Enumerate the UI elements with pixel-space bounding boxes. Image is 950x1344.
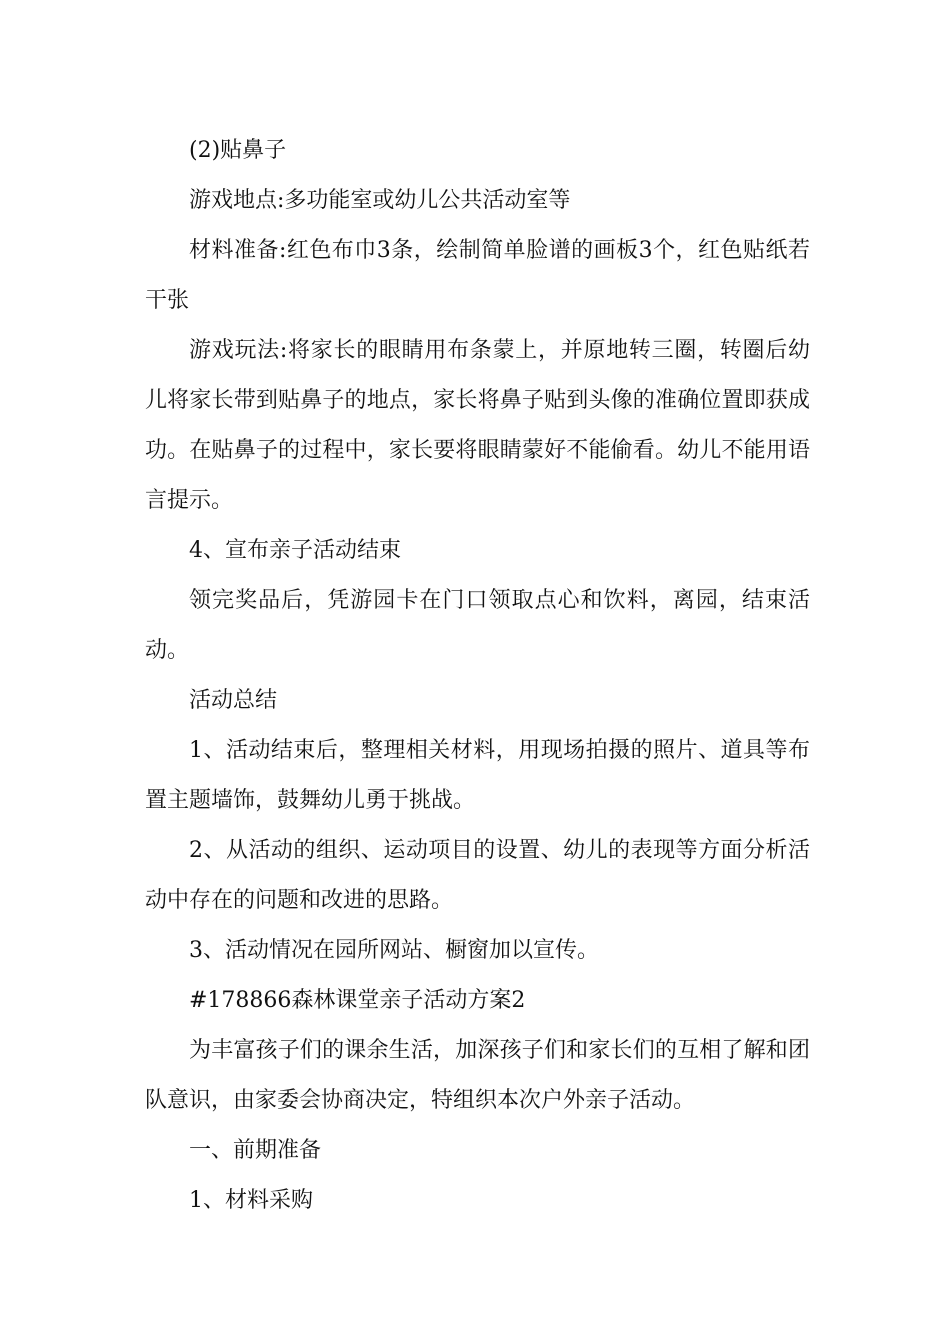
subheading-paste-nose: (2)贴鼻子: [189, 138, 287, 163]
end-activity-paragraph: 领完奖品后，凭游园卡在门口领取点心和饮料，离园，结束活动。: [145, 588, 810, 663]
materials-paragraph: 材料准备:红色布巾3条，绘制简单脸谱的画板3个，红色贴纸若干张: [145, 238, 810, 313]
summary-item-2: 2、从活动的组织、运动项目的设置、幼儿的表现等方面分析活动中存在的问题和改进的思路。: [145, 838, 810, 913]
section-heading-preparation: 一、前期准备: [189, 1138, 322, 1163]
section-heading-end-activity: 4、宣布亲子活动结束: [189, 538, 401, 563]
game-location-paragraph: 游戏地点:多功能室或幼儿公共活动室等: [189, 188, 571, 213]
section-heading-summary: 活动总结: [189, 688, 278, 713]
gameplay-paragraph: 游戏玩法:将家长的眼睛用布条蒙上，并原地转三圈，转圈后幼儿将家长带到贴鼻子的地点，家长将鼻子贴到头像的准确位置即获成功。在贴鼻子的过程中，家长要将眼睛蒙好不能偷看。幼儿不能用语言提示。: [145, 338, 810, 513]
plan-2-title: #178866森林课堂亲子活动方案2: [189, 988, 526, 1013]
summary-item-3: 3、活动情况在园所网站、橱窗加以宣传。: [189, 938, 599, 963]
summary-item-1: 1、活动结束后，整理相关材料，用现场拍摄的照片、道具等布置主题墙饰，鼓舞幼儿勇于挑战。: [145, 738, 810, 813]
preparation-item-1: 1、材料采购: [189, 1188, 313, 1213]
plan-2-intro-paragraph: 为丰富孩子们的课余生活，加深孩子们和家长们的互相了解和团队意识，由家委会协商决定，特组织本次户外亲子活动。: [145, 1038, 810, 1113]
